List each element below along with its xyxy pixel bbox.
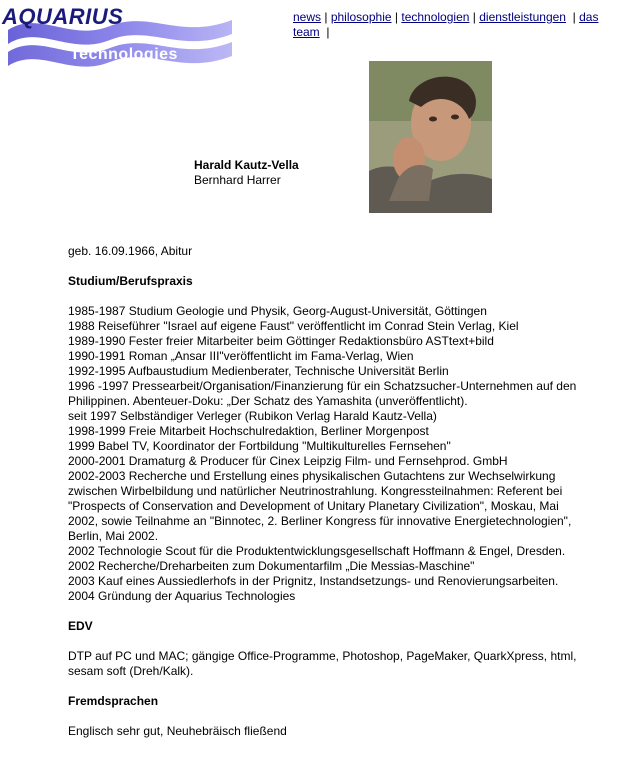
- nav-separator: |: [324, 10, 328, 24]
- cv-line: seit 1997 Selbständiger Verleger (Rubikon Verlag Harald Kautz-Vella): [68, 409, 437, 423]
- nav-news-link[interactable]: news: [293, 10, 322, 24]
- edv-text: DTP auf PC und MAC; gängige Office-Programme, Photoshop, PageMaker, QuarkXpress, html, sesam soft (Dreh/Kalk).: [68, 649, 577, 678]
- cv-line: 2002 Technologie Scout für die Produktentwicklungsgesellschaft Hoffmann & Engel, Dresden.: [68, 544, 566, 558]
- section-heading-studium: Studium/Berufspraxis: [68, 274, 193, 288]
- cv-content: [68, 244, 588, 739]
- fremdsprachen-text: Englisch sehr gut, Neuhebräisch fließend: [68, 724, 287, 738]
- cv-line: 2002-2003 Recherche und Erstellung eines physikalischen Gutachtens zur Wechselwirkung zwischen Wirbelbildung und natürlicher Neutrinostrahlung. Kongressteilnahmen: Referent bei "Prospects of Conservation and Development of Unitary Planetary Civilization", Moskau, Mai 2002, sowie Teilnahme an "Binnotec, 2. Berliner Kongress für innovative Energietechnologien", Berlin, Mai 2002.: [68, 469, 572, 543]
- logo-wordmark: AQUARIUS: [2, 4, 124, 29]
- nav-team-link[interactable]: das team: [293, 10, 599, 39]
- portrait-photo: [369, 61, 492, 213]
- cv-line: 1998-1999 Freie Mitarbeit Hochschulredaktion, Berliner Morgenpost: [68, 424, 429, 438]
- nav-technologien-link[interactable]: technologien: [401, 10, 470, 24]
- birth-info: geb. 16.09.1966, Abitur: [68, 244, 193, 258]
- nav-separator: |: [572, 10, 576, 24]
- cv-line: 1992-1995 Aufbaustudium Medienberater, Technische Universität Berlin: [68, 364, 449, 378]
- person-name-secondary: Bernhard Harrer: [194, 173, 281, 187]
- cv-line: 2003 Kauf eines Aussiedlerhofs in der Prignitz, Instandsetzungs- und Renovierungsarbeiten.: [68, 574, 559, 588]
- top-navigation: [293, 10, 615, 40]
- aquarius-logo[interactable]: [0, 0, 240, 80]
- cv-line: 1999 Babel TV, Koordinator der Fortbildung "Multikulturelles Fernsehen": [68, 439, 451, 453]
- nav-separator: |: [394, 10, 399, 24]
- cv-line: 1989-1990 Fester freier Mitarbeiter beim Göttinger Redaktionsbüro ASTtext+bild: [68, 334, 494, 348]
- cv-line: 2000-2001 Dramaturg & Producer für Cinex Leipzig Film- und Fernsehprod. GmbH: [68, 454, 508, 468]
- section-heading-edv: EDV: [68, 619, 93, 633]
- person-names: [194, 158, 299, 188]
- logo-subtitle: Technologies: [70, 46, 178, 63]
- cv-line: 1996 -1997 Pressearbeit/Organisation/Finanzierung für ein Schatzsucher-Unternehmen auf den Philippinen. Abenteuer-Doku: „Der Schatz des Yamashita (unveröffentlicht).: [68, 379, 577, 408]
- cv-line: 2002 Recherche/Dreharbeiten zum Dokumentarfilm „Die Messias-Maschine": [68, 559, 475, 573]
- person-name-primary: Harald Kautz-Vella: [194, 158, 299, 172]
- cv-line: 2004 Gründung der Aquarius Technologies: [68, 589, 296, 603]
- nav-dienstleistungen-link[interactable]: dienstleistungen: [479, 10, 566, 24]
- nav-philosophie-link[interactable]: philosophie: [330, 10, 392, 24]
- cv-line: 1988 Reiseführer "Israel auf eigene Faust" veröffentlicht im Conrad Stein Verlag, Kiel: [68, 319, 519, 333]
- cv-line: 1990-1991 Roman „Ansar III"veröffentlicht im Fama-Verlag, Wien: [68, 349, 414, 363]
- section-heading-fremdsprachen: Fremdsprachen: [68, 694, 159, 708]
- nav-separator: |: [326, 25, 330, 39]
- nav-separator: |: [472, 10, 476, 24]
- cv-line: 1985-1987 Studium Geologie und Physik, Georg-August-Universität, Göttingen: [68, 304, 487, 318]
